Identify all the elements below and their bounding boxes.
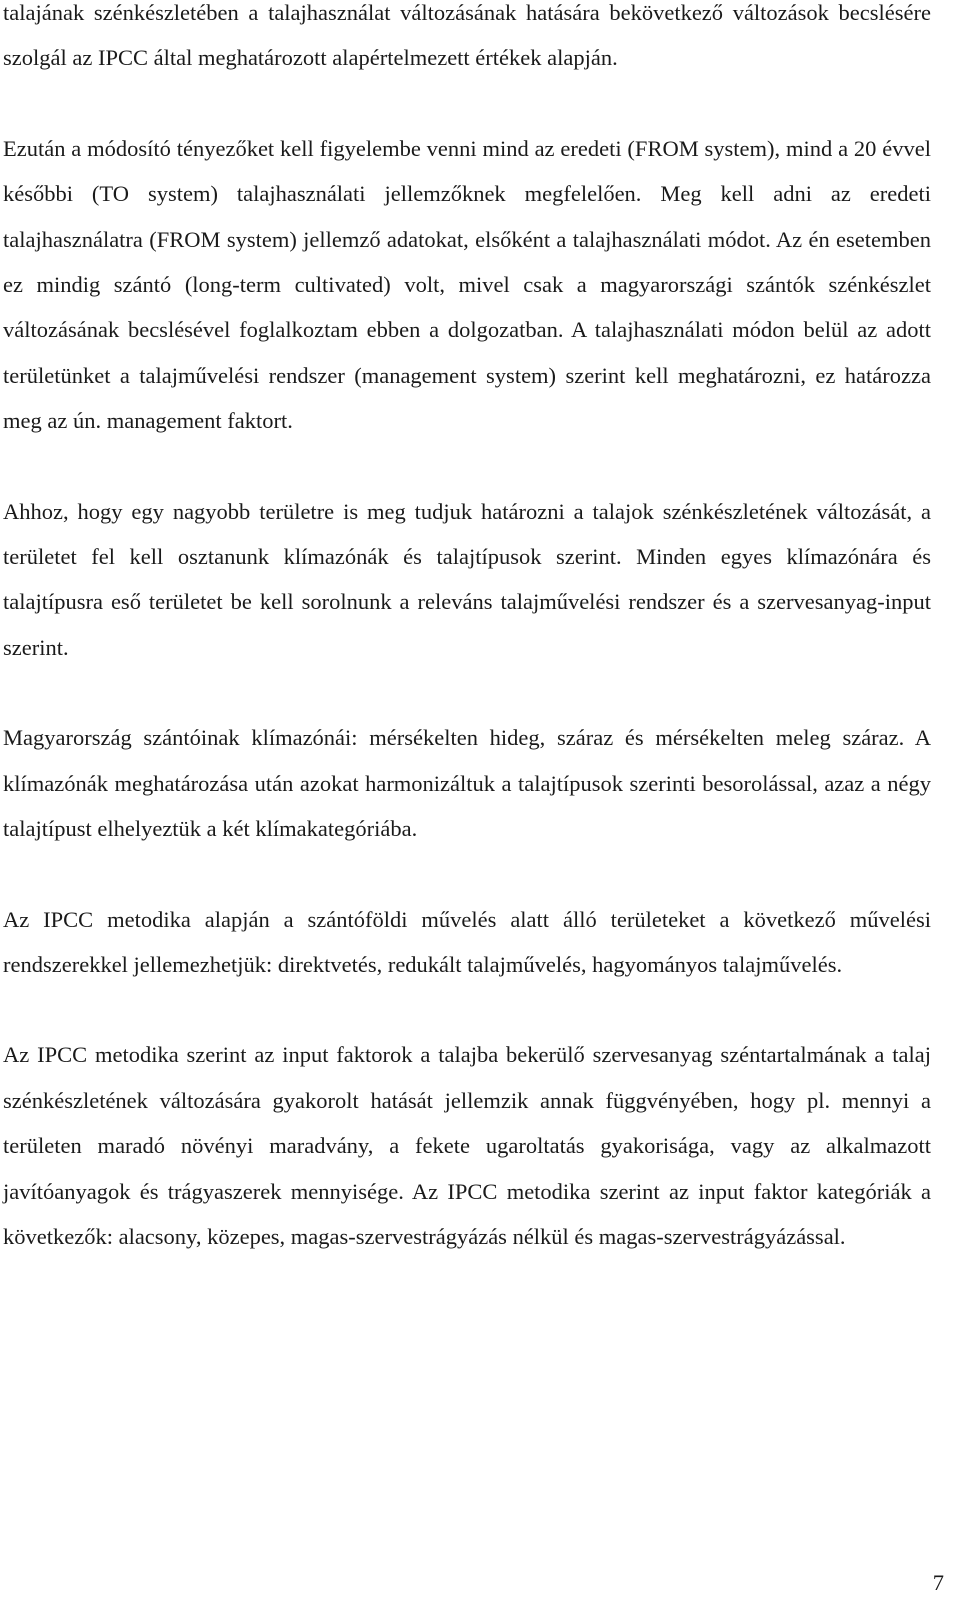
paragraph-2: Ezután a módosító tényezőket kell figyelembe venni mind az eredeti (FROM system), mind a 20 évvel későbbi (TO system) talajhasználati jellemzőknek megfelelően. Meg kell adni az eredeti talajhasználatra (FROM system) jellemző adatokat, elsőként a talajhasználati módot. Az én esetemben ez mindig szántó (long-term cultivated) volt, mivel csak a magyarországi szántók szénkészlet változásának becslésével foglalkoztam ebben a dolgozatban. A talajhasználati módon belül az adott területünket a talajművelési rendszer (management system) szerint kell meghatározni, ez határozza meg az ún. management faktort. (3, 135, 931, 434)
document-page (3, 0, 931, 1259)
paragraph-3: Ahhoz, hogy egy nagyobb területre is meg tudjuk határozni a talajok szénkészletének változását, a területet fel kell osztanunk klímazónák és talajtípusok szerint. Minden egyes klímazónára és talajtípusra eső területet be kell sorolnunk a releváns talajművelési rendszer és a szervesanyag-input szerint. (3, 498, 931, 660)
paragraph-1: talajának szénkészletében a talajhasználat változásának hatására bekövetkező változások becslésére szolgál az IPCC által meghatározott alapértelmezett értékek alapján. (3, 0, 931, 71)
paragraph-6: Az IPCC metodika szerint az input faktorok a talajba bekerülő szervesanyag széntartalmának a talaj szénkészletének változására gyakorolt hatását jellemzik annak függvényében, hogy pl. mennyi a területen maradó növényi maradvány, a fekete ugaroltatás gyakorisága, vagy az alkalmazott javítóanyagok és trágyaszerek mennyisége. Az IPCC metodika szerint az input faktor kategóriák a következők: alacsony, közepes, magas-szervestrágyázás nélkül és magas-szervestrágyázással. (3, 1042, 931, 1249)
paragraph-4: Magyarország szántóinak klímazónái: mérsékelten hideg, száraz és mérsékelten meleg száraz. A klímazónák meghatározása után azokat harmonizáltuk a talajtípusok szerinti besorolással, azaz a négy talajtípust elhelyeztük a két klímakategóriába. (3, 725, 931, 842)
paragraph-5: Az IPCC metodika alapján a szántóföldi művelés alatt álló területeket a következő művelési rendszerekkel jellemezhetjük: direktvetés, redukált talajművelés, hagyományos talajművelés. (3, 906, 931, 977)
page-number: 7 (932, 1570, 944, 1595)
